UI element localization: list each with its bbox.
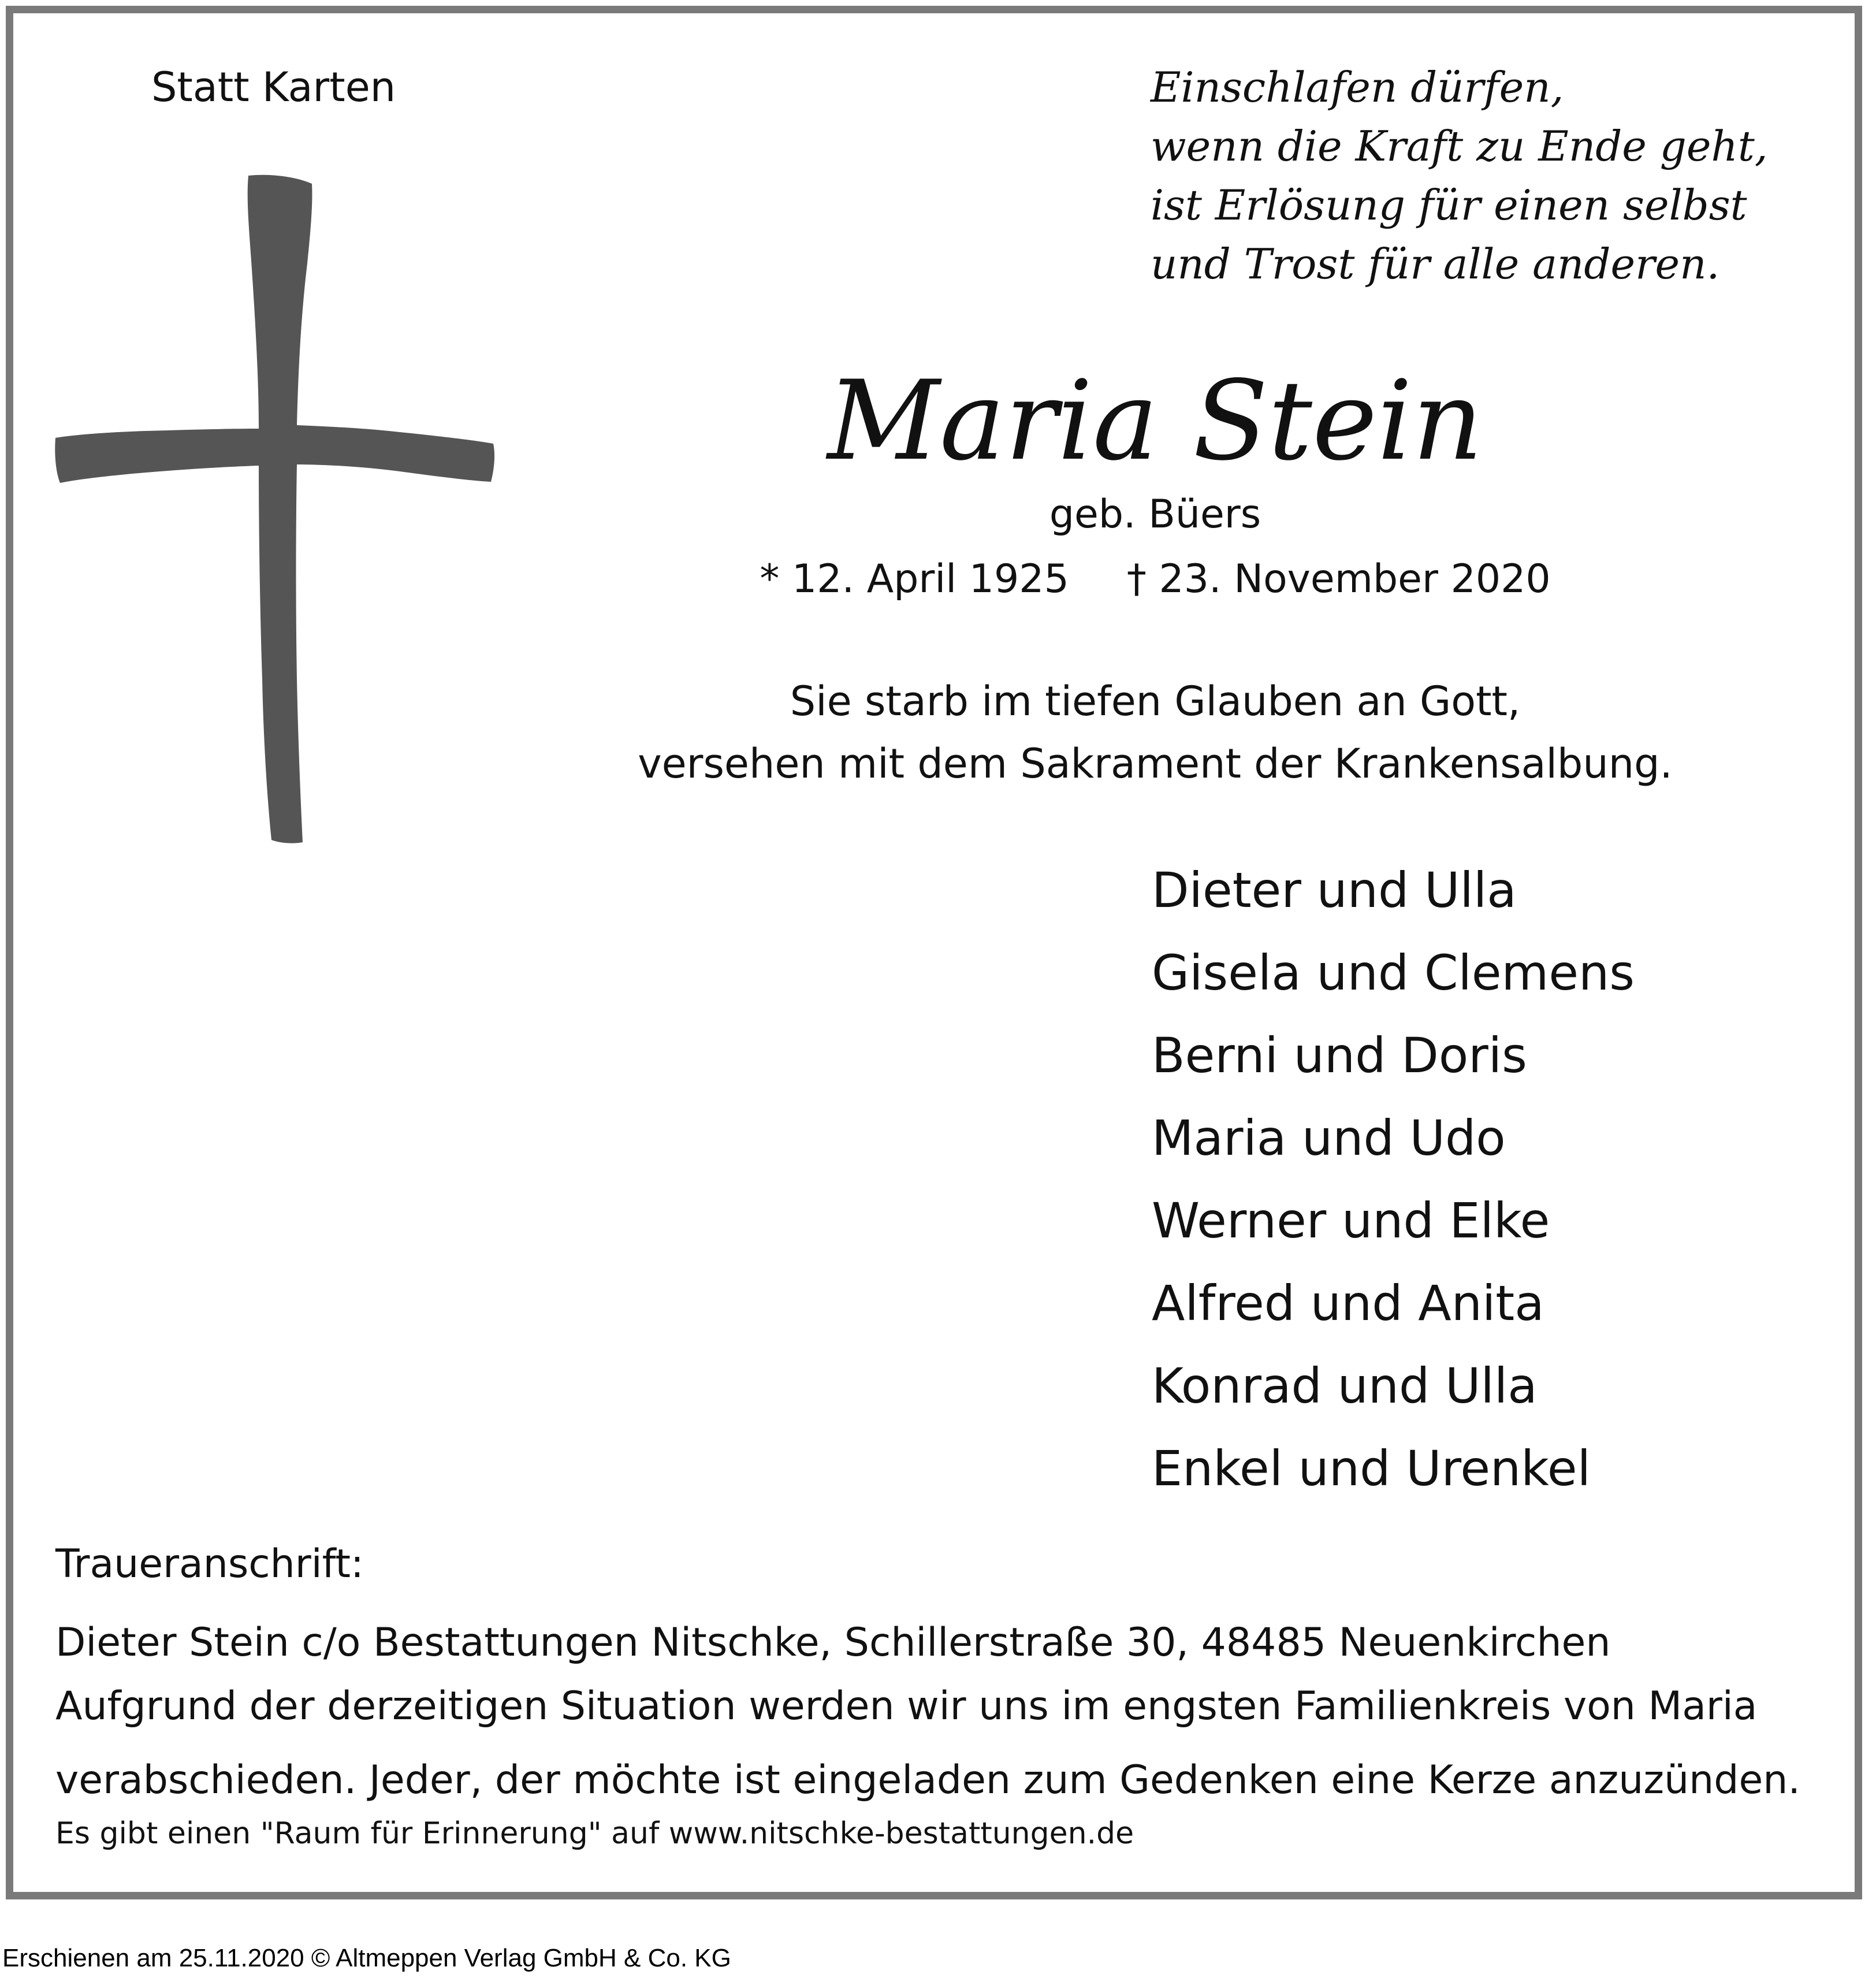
mourner-item: Gisela und Clemens (1152, 945, 1635, 1001)
mourning-address (55, 1525, 1610, 1682)
poem-line: ist Erlösung für einen selbst (1151, 181, 1747, 229)
memorial-web-note: Es gibt einen "Raum für Erinnerung" auf www.nitschke-bestattungen.de (55, 1816, 1134, 1851)
mourner-item: Berni und Doris (1152, 1027, 1527, 1084)
faith-line: versehen mit dem Sakrament der Krankensalbung. (638, 740, 1673, 787)
mourner-item: Dieter und Ulla (1152, 862, 1517, 919)
mourner-item: Alfred und Anita (1152, 1275, 1544, 1332)
notice-line: verabschieden. Jeder, der möchte ist eingeladen zum Gedenken eine Kerze anzuzünden. (55, 1757, 1800, 1803)
statt-karten-label: Statt Karten (151, 64, 396, 111)
publication-footer: Erschienen am 25.11.2020 © Altmeppen Verlag GmbH & Co. KG (2, 1944, 731, 1972)
born-name: geb. Büers (1049, 492, 1261, 537)
life-dates (578, 555, 1733, 604)
birth-date: * 12. April 1925 (760, 556, 1069, 602)
address-label: Traueranschrift: (55, 1541, 364, 1587)
cross-icon (53, 171, 498, 847)
faith-statement (578, 670, 1733, 795)
mourner-item: Werner und Elke (1152, 1192, 1550, 1249)
notice-line: Aufgrund der derzeitigen Situation werden wir uns im engsten Familienkreis von Maria (55, 1683, 1758, 1729)
mourner-item: Maria und Udo (1152, 1110, 1506, 1166)
poem-line: Einschlafen dürfen, (1151, 63, 1564, 111)
mourner-item: Enkel und Urenkel (1152, 1440, 1591, 1497)
mourner-item: Konrad und Ulla (1152, 1358, 1538, 1414)
address-value: Dieter Stein c/o Bestattungen Nitschke, Schillerstraße 30, 48485 Neuenkirchen (55, 1620, 1611, 1665)
mourners-list (1152, 849, 1635, 1510)
death-date: † 23. November 2020 (1126, 556, 1551, 602)
poem (1151, 58, 1832, 293)
deceased-name: Maria Stein (827, 357, 1483, 485)
family-notice (55, 1670, 1800, 1817)
poem-line: und Trost für alle anderen. (1151, 240, 1720, 288)
faith-line: Sie starb im tiefen Glauben an Gott, (790, 678, 1521, 725)
poem-line: wenn die Kraft zu Ende geht, (1151, 122, 1768, 170)
